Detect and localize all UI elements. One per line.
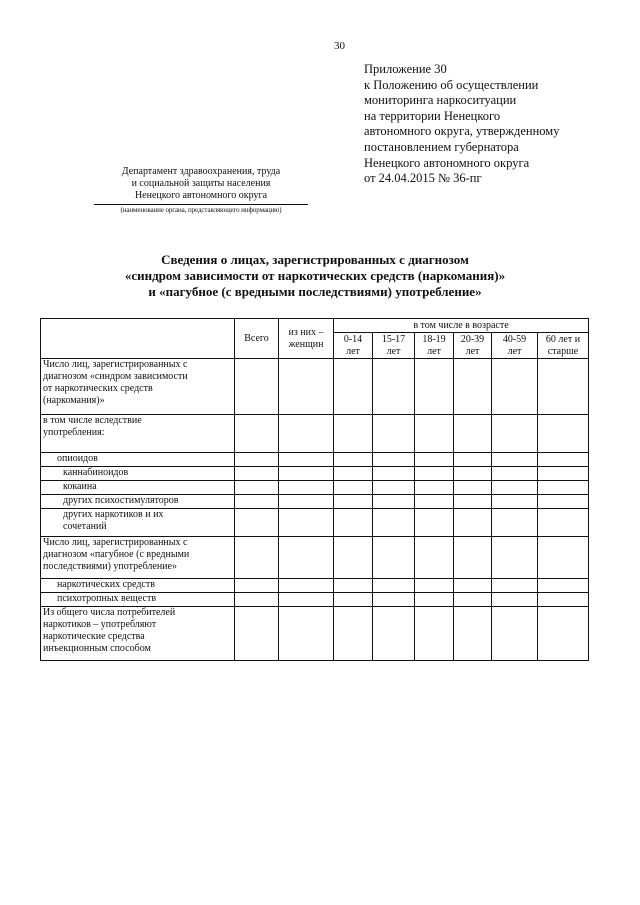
data-cell xyxy=(492,481,538,495)
table-row xyxy=(41,579,589,593)
data-cell xyxy=(235,467,279,481)
row-label: наркотических средств xyxy=(41,579,235,593)
data-cell xyxy=(538,579,589,593)
data-cell xyxy=(373,537,415,579)
data-cell xyxy=(235,415,279,453)
data-cell xyxy=(492,537,538,579)
header-age-18-19: 18-19 лет xyxy=(415,333,454,359)
data-cell xyxy=(279,579,334,593)
table-row xyxy=(41,359,589,415)
organization-block xyxy=(94,166,308,215)
data-cell xyxy=(538,593,589,607)
data-cell xyxy=(235,593,279,607)
appendix-block xyxy=(364,62,559,187)
row-label: психотропных веществ xyxy=(41,593,235,607)
data-cell xyxy=(538,607,589,661)
data-cell xyxy=(454,467,492,481)
data-cell xyxy=(492,579,538,593)
data-cell xyxy=(492,359,538,415)
data-cell xyxy=(415,607,454,661)
data-cell xyxy=(334,467,373,481)
data-cell xyxy=(454,509,492,537)
header-total: Всего xyxy=(235,319,279,359)
data-cell xyxy=(373,453,415,467)
data-cell xyxy=(373,359,415,415)
row-label: в том числе вследствие употребления: xyxy=(41,415,235,453)
table-row xyxy=(41,607,589,661)
table-row xyxy=(41,537,589,579)
data-cell xyxy=(538,509,589,537)
data-cell xyxy=(415,509,454,537)
table-row xyxy=(41,509,589,537)
data-cell xyxy=(492,509,538,537)
data-cell xyxy=(235,359,279,415)
appendix-line: от 24.04.2015 № 36-пг xyxy=(364,171,482,186)
data-cell xyxy=(279,593,334,607)
organization-line: Ненецкого автономного округа xyxy=(134,190,268,201)
data-cell xyxy=(538,537,589,579)
data-cell xyxy=(373,481,415,495)
page-number: 30 xyxy=(334,40,345,52)
data-cell xyxy=(279,607,334,661)
signature-underline xyxy=(94,204,308,205)
data-cell xyxy=(415,359,454,415)
data-cell xyxy=(538,481,589,495)
data-cell xyxy=(454,415,492,453)
data-cell xyxy=(334,453,373,467)
data-cell xyxy=(454,481,492,495)
data-cell xyxy=(373,509,415,537)
header-blank-cell xyxy=(41,319,235,359)
data-cell xyxy=(454,593,492,607)
data-cell xyxy=(373,467,415,481)
data-cell xyxy=(279,509,334,537)
data-cell xyxy=(454,607,492,661)
data-cell xyxy=(492,607,538,661)
header-row xyxy=(41,319,589,333)
data-cell xyxy=(373,593,415,607)
data-cell xyxy=(334,579,373,593)
data-cell xyxy=(279,415,334,453)
appendix-line: мониторинга наркоситуации xyxy=(364,93,517,108)
appendix-line: к Положению об осуществлении xyxy=(364,77,539,92)
data-cell xyxy=(334,593,373,607)
data-cell xyxy=(415,537,454,579)
data-cell xyxy=(334,495,373,509)
data-cell xyxy=(492,415,538,453)
data-cell xyxy=(334,415,373,453)
data-cell xyxy=(279,453,334,467)
data-cell xyxy=(538,359,589,415)
data-cell xyxy=(538,453,589,467)
table-row xyxy=(41,453,589,467)
data-cell xyxy=(415,593,454,607)
data-cell xyxy=(538,415,589,453)
data-cell xyxy=(373,415,415,453)
data-cell xyxy=(492,495,538,509)
row-label: Число лиц, зарегистрированных с диагнозом «пагубное (с вредными последствиями) употребление» xyxy=(41,537,235,579)
report-table xyxy=(40,318,589,661)
data-cell xyxy=(492,467,538,481)
data-cell xyxy=(235,509,279,537)
row-label: кокаина xyxy=(41,481,235,495)
data-cell xyxy=(415,481,454,495)
appendix-line: на территории Ненецкого xyxy=(364,108,501,123)
data-cell xyxy=(454,495,492,509)
data-cell xyxy=(279,495,334,509)
data-cell xyxy=(279,481,334,495)
data-cell xyxy=(373,495,415,509)
organization-line: Департамент здравоохранения, труда xyxy=(121,166,281,177)
row-label: Из общего числа потребителей наркотиков – употребляют наркотические средства инъекционным способом xyxy=(41,607,235,661)
row-label: других психостимуляторов xyxy=(41,495,235,509)
title-line: Сведения о лицах, зарегистрированных с диагнозом xyxy=(161,252,469,267)
data-cell xyxy=(492,453,538,467)
data-cell xyxy=(334,537,373,579)
data-cell xyxy=(492,593,538,607)
data-cell xyxy=(454,579,492,593)
data-cell xyxy=(454,453,492,467)
data-cell xyxy=(415,453,454,467)
appendix-line: Приложение 30 xyxy=(364,62,447,76)
data-cell xyxy=(538,495,589,509)
row-label: других наркотиков и их сочетаний xyxy=(41,509,235,537)
table-row xyxy=(41,415,589,453)
data-cell xyxy=(415,495,454,509)
document-title xyxy=(60,252,570,300)
data-cell xyxy=(279,359,334,415)
appendix-line: Ненецкого автономного округа xyxy=(364,155,530,170)
data-cell xyxy=(235,481,279,495)
data-cell xyxy=(334,481,373,495)
appendix-line: постановлением губернатора xyxy=(364,139,519,154)
data-cell xyxy=(454,359,492,415)
header-age-15-17: 15-17 лет xyxy=(373,333,415,359)
data-cell xyxy=(235,579,279,593)
data-cell xyxy=(334,607,373,661)
header-women: из них – женщин xyxy=(279,319,334,359)
title-line: «синдром зависимости от наркотических средств (наркомания)» xyxy=(124,268,506,283)
table-row xyxy=(41,467,589,481)
title-line: и «пагубное (с вредными последствиями) употребление» xyxy=(148,284,482,299)
data-cell xyxy=(415,579,454,593)
data-cell xyxy=(415,467,454,481)
data-cell xyxy=(373,607,415,661)
data-cell xyxy=(279,467,334,481)
table-row xyxy=(41,481,589,495)
header-age-60plus: 60 лет и старше xyxy=(538,333,589,359)
data-cell xyxy=(235,453,279,467)
table-row xyxy=(41,495,589,509)
header-age-group: в том числе в возрасте xyxy=(334,319,589,333)
organization-caption: (наименование органа, представляющего информацию) xyxy=(120,206,282,214)
row-label: каннабиноидов xyxy=(41,467,235,481)
data-cell xyxy=(454,537,492,579)
header-age-0-14: 0-14 лет xyxy=(334,333,373,359)
data-cell xyxy=(279,537,334,579)
row-label: Число лиц, зарегистрированных с диагнозом «синдром зависимости от наркотических средств (наркомания)» xyxy=(41,359,235,415)
data-cell xyxy=(235,495,279,509)
data-cell xyxy=(415,415,454,453)
header-age-40-59: 40-59 лет xyxy=(492,333,538,359)
row-label: опиоидов xyxy=(41,453,235,467)
data-cell xyxy=(538,467,589,481)
appendix-line: автономного округа, утвержденному xyxy=(364,124,560,139)
header-age-20-39: 20-39 лет xyxy=(454,333,492,359)
data-cell xyxy=(235,537,279,579)
table-row xyxy=(41,593,589,607)
data-cell xyxy=(373,579,415,593)
data-cell xyxy=(334,359,373,415)
organization-line: и социальной защиты населения xyxy=(131,178,271,189)
data-cell xyxy=(334,509,373,537)
data-cell xyxy=(235,607,279,661)
